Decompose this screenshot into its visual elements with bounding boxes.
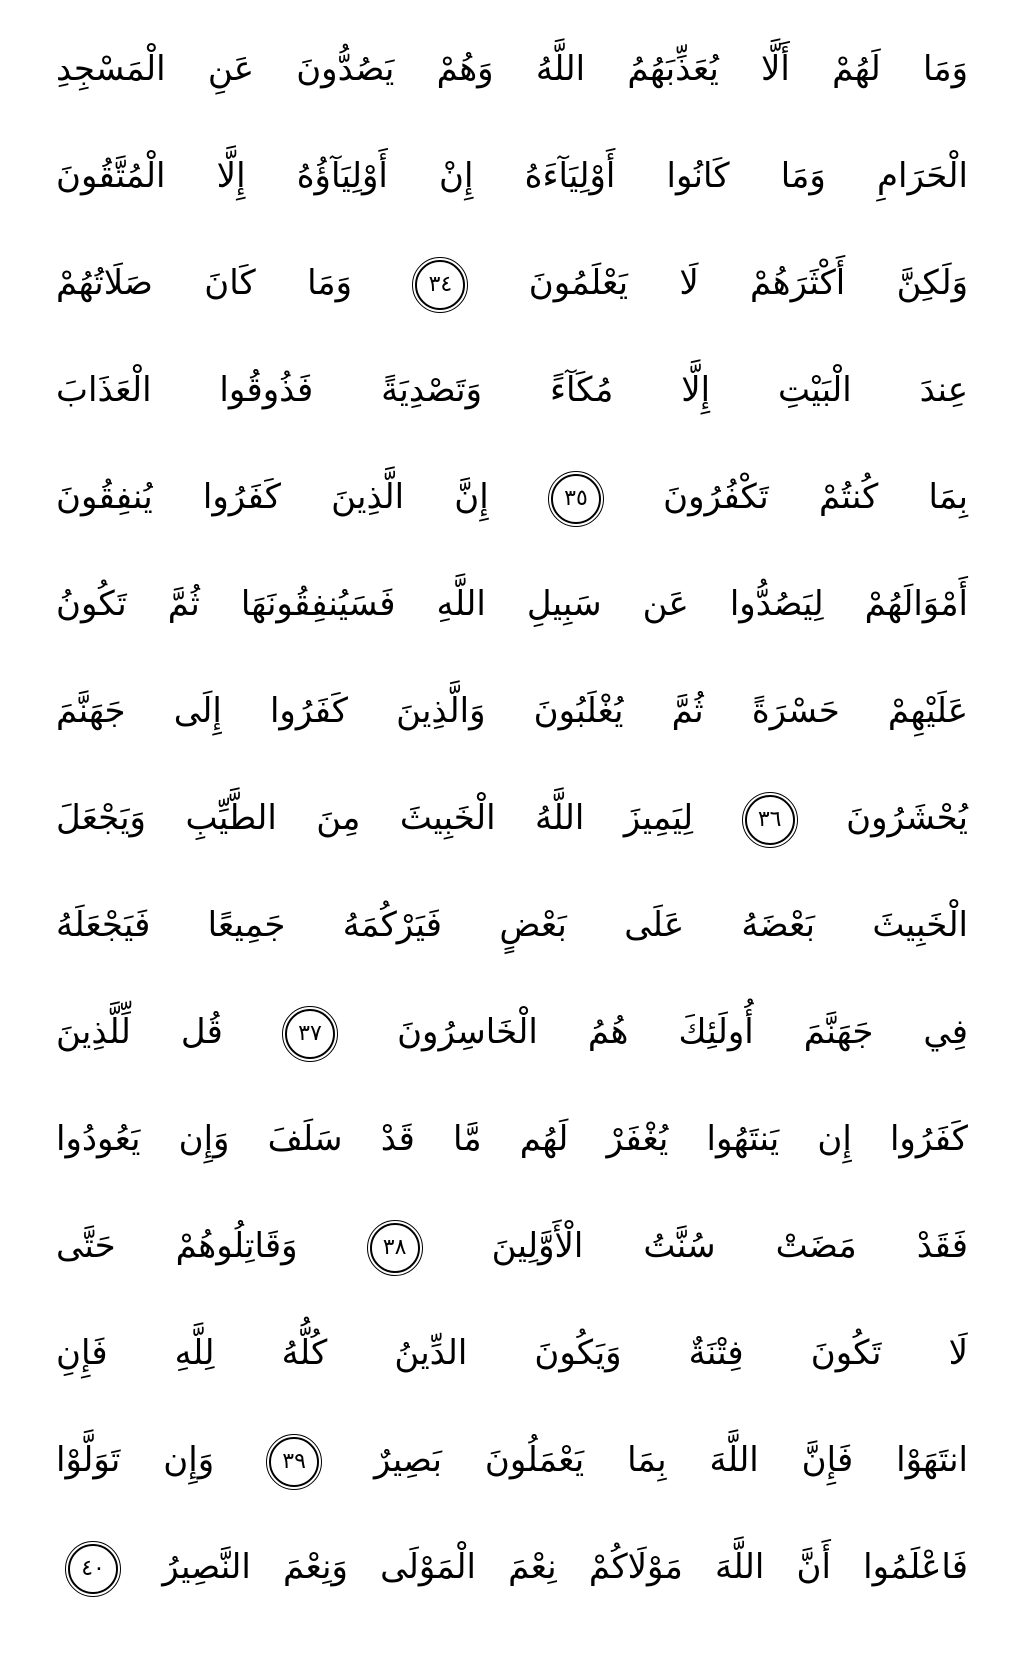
mushaf-line-2 [56, 123, 968, 230]
verse-text: يُحْشَرُونَ [846, 798, 969, 838]
mushaf-line-5 [56, 444, 968, 551]
mushaf-line-3 [56, 230, 968, 337]
verse-text: فَقَدْ مَضَتْ سُنَّتُ الْأَوَّلِينَ [491, 1226, 969, 1266]
verse-text: الْحَرَامِ وَمَا كَانُوا أَوْلِيَآءَهُ إِنْ أَوْلِيَآؤُهُ إِلَّا الْمُتَّقُونَ [56, 156, 968, 196]
verse-text: قُل لِّلَّذِينَ [56, 1012, 223, 1052]
mushaf-line-4 [56, 337, 968, 444]
ayah-number: ٣٨ [382, 1235, 407, 1260]
verse-text: عِندَ الْبَيْتِ إِلَّا مُكَآءً وَتَصْدِيَةً فَذُوقُوا الْعَذَابَ [56, 370, 968, 410]
ayah-number: ٣٩ [282, 1449, 306, 1474]
mushaf-line-13 [56, 1300, 968, 1407]
verse-text: لِيَمِيزَ اللَّهُ الْخَبِيثَ مِنَ الطَّيِّبِ وَيَجْعَلَ [56, 798, 694, 838]
mushaf-line-9 [56, 872, 968, 979]
verse-text: فَاعْلَمُوا أَنَّ اللَّهَ مَوْلَاكُمْ نِعْمَ الْمَوْلَى وَنِعْمَ النَّصِيرُ [162, 1547, 968, 1587]
verse-text: الْخَبِيثَ بَعْضَهُ عَلَى بَعْضٍ فَيَرْكُمَهُ جَمِيعًا فَيَجْعَلَهُ [56, 905, 968, 945]
ayah-number: ٣٥ [564, 486, 588, 511]
verse-text: بِمَا كُنتُمْ تَكْفُرُونَ [663, 477, 969, 517]
mushaf-line-15 [56, 1514, 968, 1621]
ayah-number: ٣٧ [298, 1021, 322, 1046]
verse-text: وَقَاتِلُوهُمْ حَتَّى [56, 1226, 298, 1266]
ayah-number: ٤٠ [81, 1556, 105, 1581]
ayah-number: ٣٤ [428, 272, 453, 297]
verse-text: أَمْوَالَهُمْ لِيَصُدُّوا عَن سَبِيلِ اللَّهِ فَسَيُنفِقُونَهَا ثُمَّ تَكُونُ [56, 584, 968, 624]
mushaf-line-6 [56, 551, 968, 658]
verse-text: وَمَا كَانَ صَلَاتُهُمْ [56, 263, 353, 303]
ayah-marker-35 [551, 474, 601, 524]
verse-text: فِي جَهَنَّمَ أُولَئِكَ هُمُ الْخَاسِرُونَ [397, 1012, 969, 1052]
ayah-marker-36 [745, 795, 795, 845]
mushaf-line-10 [56, 979, 968, 1086]
mushaf-line-1 [56, 16, 968, 123]
ayah-marker-37 [285, 1009, 335, 1059]
verse-text: وَلَكِنَّ أَكْثَرَهُمْ لَا يَعْلَمُونَ [528, 263, 969, 303]
ayah-marker-38 [370, 1223, 420, 1273]
mushaf-line-11 [56, 1086, 968, 1193]
verse-text: عَلَيْهِمْ حَسْرَةً ثُمَّ يُغْلَبُونَ وَالَّذِينَ كَفَرُوا إِلَى جَهَنَّمَ [56, 691, 968, 731]
ayah-number: ٣٦ [757, 807, 782, 832]
ayah-marker-39 [269, 1437, 319, 1487]
verse-text: كَفَرُوا إِن يَنتَهُوا يُغْفَرْ لَهُم مَّا قَدْ سَلَفَ وَإِن يَعُودُوا [56, 1119, 968, 1159]
verse-text: إِنَّ الَّذِينَ كَفَرُوا يُنفِقُونَ [56, 477, 489, 517]
ayah-marker-40 [68, 1544, 118, 1594]
mushaf-line-8 [56, 765, 968, 872]
mushaf-line-12 [56, 1193, 968, 1300]
verse-text: وَمَا لَهُمْ أَلَّا يُعَذِّبَهُمُ اللَّهُ وَهُمْ يَصُدُّونَ عَنِ الْمَسْجِدِ [56, 49, 968, 89]
verse-text: انتَهَوْا فَإِنَّ اللَّهَ بِمَا يَعْمَلُونَ بَصِيرٌ [373, 1440, 968, 1480]
verse-text: وَإِن تَوَلَّوْا [56, 1440, 215, 1480]
verse-text: لَا تَكُونَ فِتْنَةٌ وَيَكُونَ الدِّينُ كُلُّهُ لِلَّهِ فَإِنِ [56, 1333, 968, 1373]
mushaf-line-7 [56, 658, 968, 765]
ayah-marker-34 [415, 260, 465, 310]
mushaf-line-14 [56, 1407, 968, 1514]
